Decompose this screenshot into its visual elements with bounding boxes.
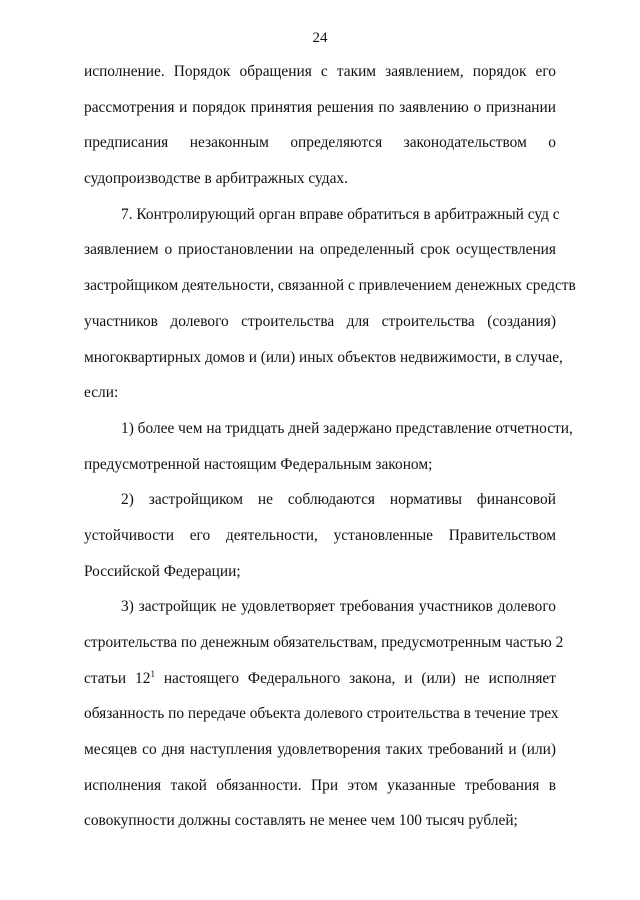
text-line: устойчивости его деятельности, установленные Правительством: [84, 526, 556, 544]
paragraph-subitem-2: [84, 482, 556, 589]
text-line: если:: [84, 384, 119, 402]
document-body: [84, 54, 576, 839]
text-line: рассмотрения и порядок принятия решения по заявлению о признании: [84, 98, 556, 116]
text-line-with-superscript: [84, 661, 556, 697]
text-line: месяцев со дня наступления удовлетворения таких требований и (или): [84, 741, 556, 759]
text-line: совокупности должны составлять не менее чем 100 тысяч рублей;: [84, 812, 518, 830]
text-segment: настоящего Федерального закона, и (или) не исполняет: [154, 669, 556, 687]
text-line: 7. Контролирующий орган вправе обратиться в арбитражный суд с: [121, 205, 560, 223]
paragraph-item-7: [84, 197, 576, 411]
text-line: заявлением о приостановлении на определенный срок осуществления: [84, 241, 556, 259]
text-line: исполнение. Порядок обращения с таким заявлением, порядок его: [84, 63, 556, 80]
paragraph-1: [84, 54, 556, 197]
text-line: судопроизводстве в арбитражных судах.: [84, 170, 348, 188]
text-line: предписания незаконным определяются законодательством о: [84, 134, 556, 152]
paragraph-subitem-1: [84, 411, 573, 482]
text-line: участников долевого строительства для строительства (создания): [84, 312, 556, 330]
text-line: многоквартирных домов и (или) иных объектов недвижимости, в случае,: [84, 348, 563, 366]
text-line: 1) более чем на тридцать дней задержано представление отчетности,: [121, 419, 573, 437]
page-number: 24: [312, 30, 328, 46]
text-line: застройщиком деятельности, связанной с привлечением денежных средств: [84, 277, 576, 295]
text-segment: статьи 12: [84, 669, 151, 687]
text-line: 3) застройщик не удовлетворяет требования участников долевого: [121, 598, 556, 616]
text-line: Российской Федерации;: [84, 562, 241, 580]
text-line: исполнения такой обязанности. При этом указанные требования в: [84, 776, 556, 794]
text-line: обязанность по передаче объекта долевого строительства в течение трех: [84, 705, 559, 723]
text-line: предусмотренной настоящим Федеральным законом;: [84, 455, 433, 473]
superscript: 1: [150, 668, 155, 679]
paragraph-subitem-3: [84, 589, 564, 839]
text-line: строительства по денежным обязательствам, предусмотренным частью 2: [84, 634, 564, 651]
text-line: 2) застройщиком не соблюдаются нормативы финансовой: [121, 491, 556, 509]
